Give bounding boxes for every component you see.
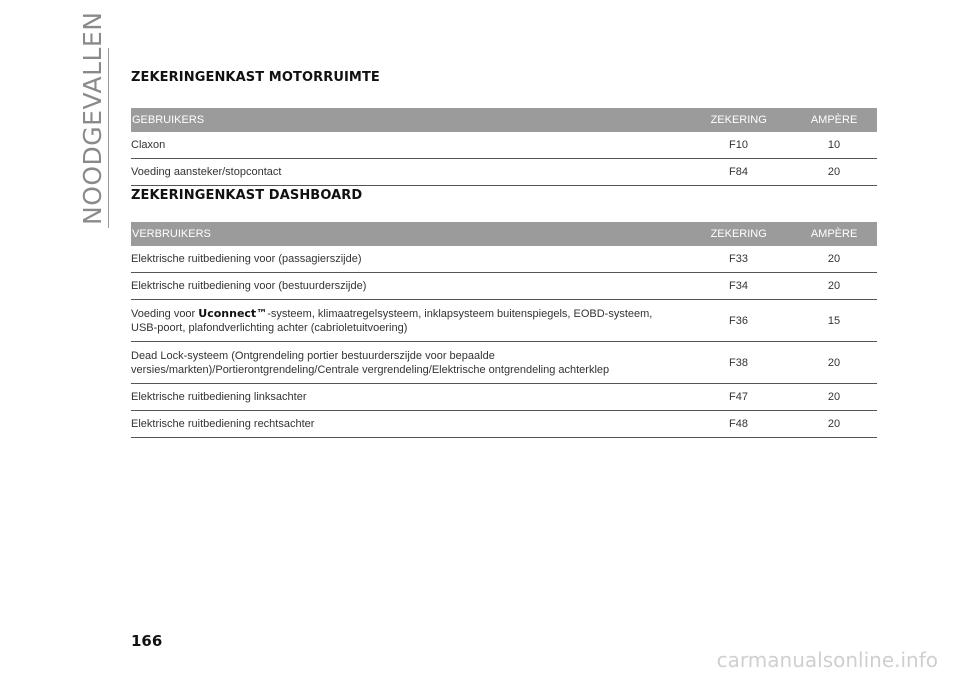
uconnect-brand: Uconnect™ (198, 306, 268, 320)
table-header (131, 108, 877, 132)
cell-user-prefix: Voeding voor (131, 307, 199, 320)
cell-fuse: F47 (729, 391, 748, 403)
table-row (131, 300, 877, 342)
chapter-title: NOODGEVALLEN (78, 11, 107, 225)
fuse-table-engine (131, 108, 877, 186)
cell-user: Voeding aansteker/stopcontact (131, 166, 282, 178)
cell-user (131, 307, 661, 335)
table-row (131, 159, 877, 186)
cell-fuse: F48 (729, 418, 748, 430)
header-amp: AMPÈRE (810, 228, 858, 240)
cell-fuse: F10 (729, 139, 748, 151)
header-amp: AMPÈRE (810, 114, 858, 126)
table-header (131, 222, 877, 246)
cell-user: Dead Lock-systeem (Ontgrendeling portier bestuurderszijde voor bepaalde versies/markten)/Portierontgrendeling/Centrale vergrendeling/Elektrische ontgrendeling achterklep (131, 349, 610, 376)
cell-fuse: F34 (729, 280, 748, 292)
cell-amp: 20 (827, 356, 841, 369)
table-row (131, 273, 877, 300)
table-row (131, 246, 877, 273)
cell-fuse: F33 (729, 253, 748, 265)
page-number: 166 (131, 632, 163, 650)
cell-user: Elektrische ruitbediening voor (bestuurderszijde) (131, 280, 367, 292)
table-row (131, 132, 877, 159)
table-row (131, 384, 877, 411)
header-users: GEBRUIKERS (132, 114, 205, 126)
cell-amp: 20 (827, 418, 841, 430)
cell-amp: 15 (827, 314, 841, 327)
chapter-divider (108, 48, 109, 228)
header-fuse: ZEKERING (710, 228, 767, 240)
cell-amp: 10 (827, 139, 841, 151)
cell-amp: 20 (827, 253, 841, 265)
cell-amp: 20 (827, 166, 841, 178)
fuse-table-dashboard (131, 222, 877, 438)
cell-fuse: F84 (729, 166, 748, 178)
cell-fuse: F38 (729, 356, 748, 369)
table-row (131, 411, 877, 438)
header-fuse: ZEKERING (710, 114, 767, 126)
cell-user: Elektrische ruitbediening rechtsachter (131, 418, 315, 430)
cell-amp: 20 (827, 280, 841, 292)
table-row (131, 342, 877, 384)
section-title-dashboard: ZEKERINGENKAST DASHBOARD (131, 188, 363, 203)
cell-fuse: F36 (729, 314, 748, 327)
cell-user: Elektrische ruitbediening linksachter (131, 391, 307, 403)
cell-amp: 20 (827, 391, 841, 403)
watermark: carmanualsonline.info (716, 648, 938, 672)
section-title-engine: ZEKERINGENKAST MOTORRUIMTE (131, 70, 380, 85)
cell-user-suffix: -systeem, klimaatregelsysteem, inklapsysteem buitenspiegels, EOBD-systeem, USB-poort, plafondverlichting achter (cabrioletuitvoering) (131, 307, 653, 334)
header-users: VERBRUIKERS (132, 228, 211, 240)
cell-user: Elektrische ruitbediening voor (passagierszijde) (131, 253, 362, 265)
cell-user: Claxon (131, 139, 166, 151)
